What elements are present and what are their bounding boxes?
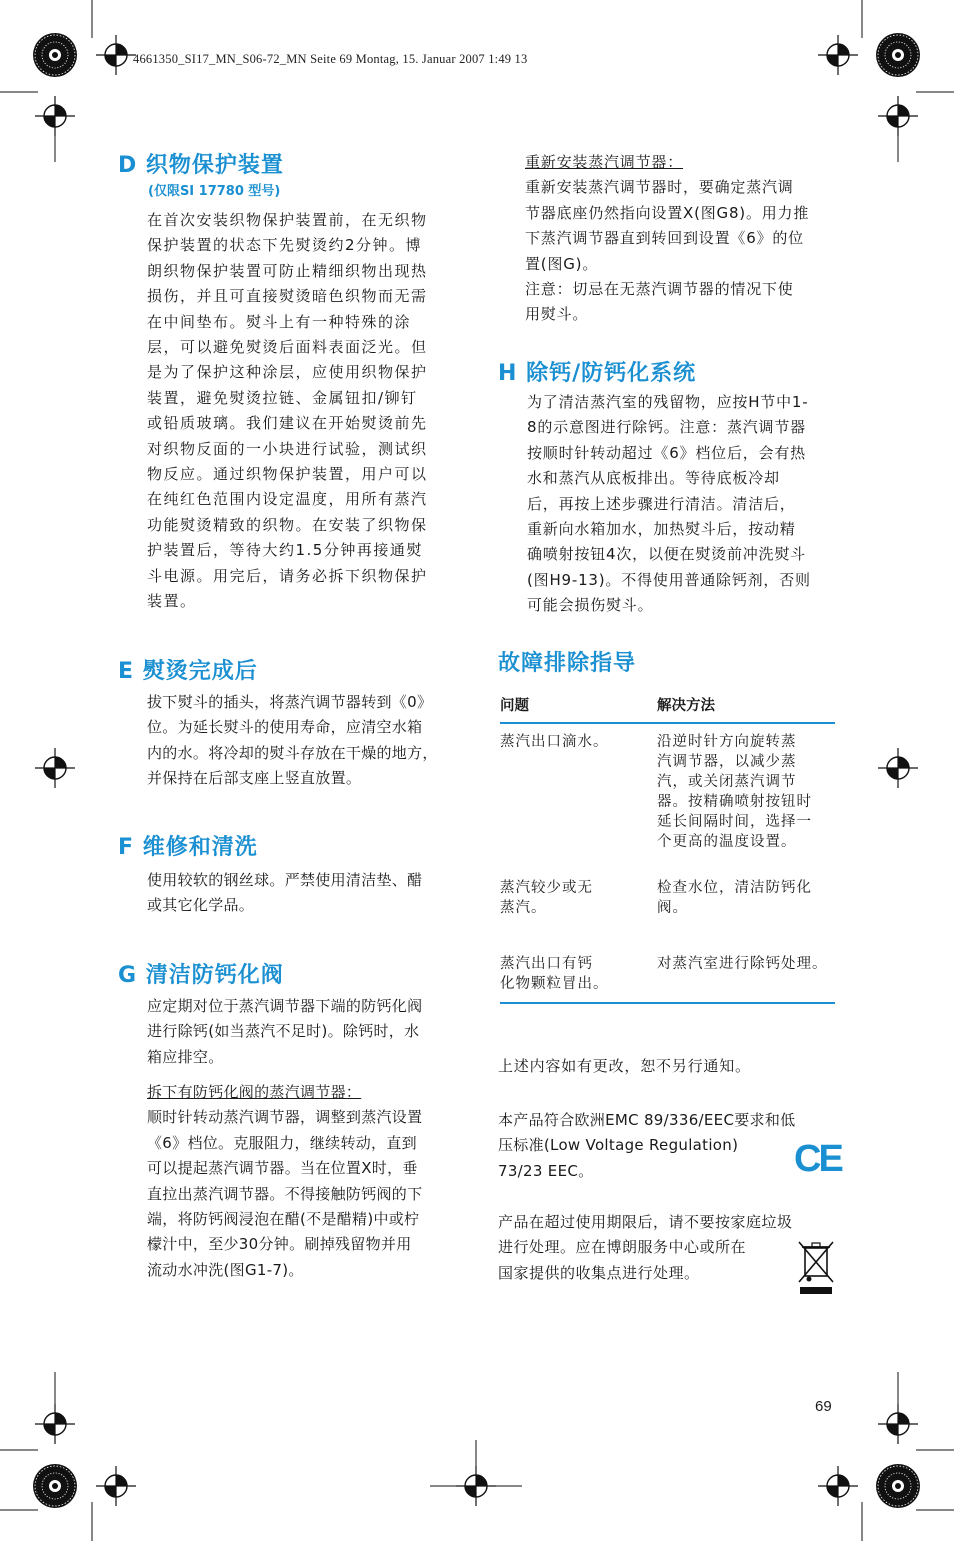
text-line: 或其它化学品。 — [147, 896, 255, 915]
text-line: 内的水。将冷却的熨斗存放在干燥的地方， — [147, 743, 438, 762]
crossed-bin-icon — [796, 1238, 836, 1298]
table-row — [500, 724, 835, 874]
text-line: 确喷射按钮4次，以便在熨烫前冲洗熨斗 — [527, 545, 806, 564]
text-line: 或铅质玻璃。我们建议在开始熨烫前先 — [147, 414, 428, 433]
text-line: 注意：切忌在无蒸汽调节器的情况下使 — [525, 280, 794, 299]
text-line: 置(图G)。 — [525, 254, 599, 273]
solution-line: 个更高的温度设置。 — [657, 834, 797, 850]
text-line: 重新安装蒸汽调节器时，要确定蒸汽调 — [525, 178, 794, 197]
section-e-title: E 熨烫完成后 — [118, 659, 258, 684]
text-line: 水和蒸汽从底板排出。等待底板冷却 — [527, 469, 780, 488]
problem-line: 蒸汽出口有钙 — [500, 956, 593, 972]
section-f-body — [147, 868, 457, 919]
troubleshooting-title: 故障排除指导 — [498, 651, 637, 676]
emc-statement — [498, 1108, 838, 1184]
text-line: 在纯红色范围内设定温度，用所有蒸汽 — [147, 490, 428, 509]
text-line: 8的示意图进行除钙。注意：蒸汽调节器 — [527, 418, 806, 437]
text-line: 国家提供的收集点进行处理。 — [498, 1263, 700, 1282]
section-g-title: G 清洁防钙化阀 — [118, 963, 284, 988]
problem-line: 蒸汽。 — [500, 900, 547, 916]
problem-line: 化物颗粒冒出。 — [500, 976, 609, 992]
text-line: 装置。 — [147, 592, 197, 611]
solution-line: 延长间隔时间，选择一 — [657, 814, 812, 830]
text-line: 《6》档位。克服阻力，继续转动，直到 — [147, 1133, 417, 1152]
section-d-subtitle: (仅限SI 17780 型号) — [148, 184, 281, 199]
solution-line: 检查水位，清洁防钙化 — [657, 880, 812, 896]
text-line: 装置，避免熨烫拉链、金属钮扣/铆钉 — [147, 388, 418, 407]
text-line: 重新向水箱加水，加热熨斗后，按动精 — [527, 520, 796, 539]
section-g-body — [147, 994, 457, 1070]
text-line: 进行处理。应在博朗服务中心或所在 — [498, 1238, 747, 1257]
text-line: 是为了保护这种涂层，应使用织物保护 — [147, 363, 428, 382]
solution-line: 阀。 — [657, 900, 688, 916]
text-line: 并保持在后部支座上竖直放置。 — [147, 769, 362, 788]
remove-heading: 拆下有防钙化阀的蒸汽调节器： — [147, 1083, 362, 1101]
text-line: 应定期对位于蒸汽调节器下端的防钙化阀 — [147, 997, 423, 1015]
solution-line: 汽，或关闭蒸汽调节 — [657, 774, 797, 790]
section-g-remove — [147, 1080, 457, 1283]
change-notice: 上述内容如有更改，恕不另行通知。 — [498, 1057, 751, 1075]
text-line: 直拉出蒸汽调节器。不得接触防钙阀的下 — [147, 1184, 423, 1203]
text-line: 本产品符合欧洲EMC 89/336/EEC要求和低 — [498, 1111, 796, 1129]
text-line: 顺时针转动蒸汽调节器，调整到蒸汽设置 — [147, 1108, 423, 1127]
col-solution-header: 解决方法 — [657, 698, 715, 714]
text-line: 对织物反面的一小块进行试验，测试织 — [147, 439, 428, 458]
reinstall-heading: 重新安装蒸汽调节器： — [525, 153, 684, 171]
table-row — [500, 874, 835, 950]
text-line: 斗电源。用完后，请务必拆下织物保护 — [147, 566, 428, 585]
text-line: 在中间垫布。熨斗上有一种特殊的涂 — [147, 312, 412, 331]
text-line: 物反应。通过织物保护装置，用户可以 — [147, 465, 428, 484]
text-line: 使用较软的钢丝球。严禁使用清洁垫、醋 — [147, 871, 423, 889]
text-line: 护装置后，等待大约1.5分钟再接通熨 — [147, 541, 423, 560]
solution-line: 汽调节器，以减少蒸 — [657, 754, 797, 770]
text-line: 箱应排空。 — [147, 1047, 224, 1066]
text-line: 损伤，并且可直接熨烫暗色织物而无需 — [147, 287, 428, 306]
solution-line: 器。按精确喷射按钮时 — [657, 794, 812, 810]
solution-line: 对蒸汽室进行除钙处理。 — [657, 956, 828, 972]
solution-line: 沿逆时针方向旋转蒸 — [657, 734, 797, 750]
reinstall-block — [525, 150, 835, 328]
col-problem-header: 问题 — [500, 698, 529, 714]
troubleshooting-table — [500, 692, 835, 1004]
table-header — [500, 692, 835, 724]
text-line: 端，将防钙阀浸泡在醋(不是醋精)中或柠 — [147, 1210, 420, 1229]
table-row — [500, 950, 835, 1004]
text-line: 拔下熨斗的插头，将蒸汽调节器转到《0》 — [147, 693, 433, 711]
page-number: 69 — [815, 1398, 832, 1415]
text-line: 下蒸汽调节器直到转回到设置《6》的位 — [525, 229, 804, 248]
text-line: 在首次安装织物保护装置前，在无织物 — [147, 211, 428, 229]
text-line: 功能熨烫精致的织物。在安装了织物保 — [147, 515, 428, 534]
text-line: 节器底座仍然指向设置X(图G8)。用力推 — [525, 203, 810, 222]
text-line: 层，可以避免熨烫后面料表面泛光。但 — [147, 338, 428, 357]
text-line: 可能会损伤熨斗。 — [527, 596, 654, 615]
section-h-body — [527, 390, 837, 619]
text-line: 后，再按上述步骤进行清洁。清洁后， — [527, 494, 796, 513]
section-h-title: H 除钙/防钙化系统 — [498, 361, 697, 386]
ce-mark-icon: CE — [794, 1138, 841, 1180]
text-line: 可以提起蒸汽调节器。当在位置X时，垂 — [147, 1159, 418, 1178]
text-line: 位。为延长熨斗的使用寿命，应清空水箱 — [147, 718, 423, 737]
text-line: 产品在超过使用期限后，请不要按家庭垃圾 — [498, 1213, 793, 1231]
text-line: 保护装置的状态下先熨烫约2分钟。博 — [147, 236, 423, 255]
text-line: 压标准(Low Voltage Regulation) — [498, 1136, 739, 1155]
text-line: 为了清洁蒸汽室的残留物，应按H节中1- — [527, 393, 809, 411]
text-line: 流动水冲洗(图G1-7)。 — [147, 1260, 304, 1279]
section-d-title: D 织物保护装置 — [118, 153, 284, 178]
section-e-body — [147, 690, 457, 792]
text-line: 用熨斗。 — [525, 305, 589, 324]
text-line: 朗织物保护装置可防止精细织物出现热 — [147, 261, 428, 280]
disposal-statement — [498, 1210, 838, 1286]
problem-line: 蒸汽出口滴水。 — [500, 734, 609, 750]
text-line: 檬汁中，至少30分钟。刷掉残留物并用 — [147, 1235, 412, 1254]
print-header: 4661350_SI17_MN_S06-72_MN Seite 69 Montag, 15. Januar 2007 1:49 13 — [133, 52, 528, 66]
section-f-title: F 维修和清洗 — [118, 835, 258, 860]
text-line: 73/23 EEC。 — [498, 1161, 594, 1180]
problem-line: 蒸汽较少或无 — [500, 880, 593, 896]
text-line: (图H9-13)。不得使用普通除钙剂，否则 — [527, 570, 811, 589]
text-line: 进行除钙(如当蒸汽不足时)。除钙时，水 — [147, 1022, 420, 1041]
text-line: 按顺时针转动超过《6》档位后，会有热 — [527, 443, 806, 462]
section-d-body — [147, 208, 457, 615]
